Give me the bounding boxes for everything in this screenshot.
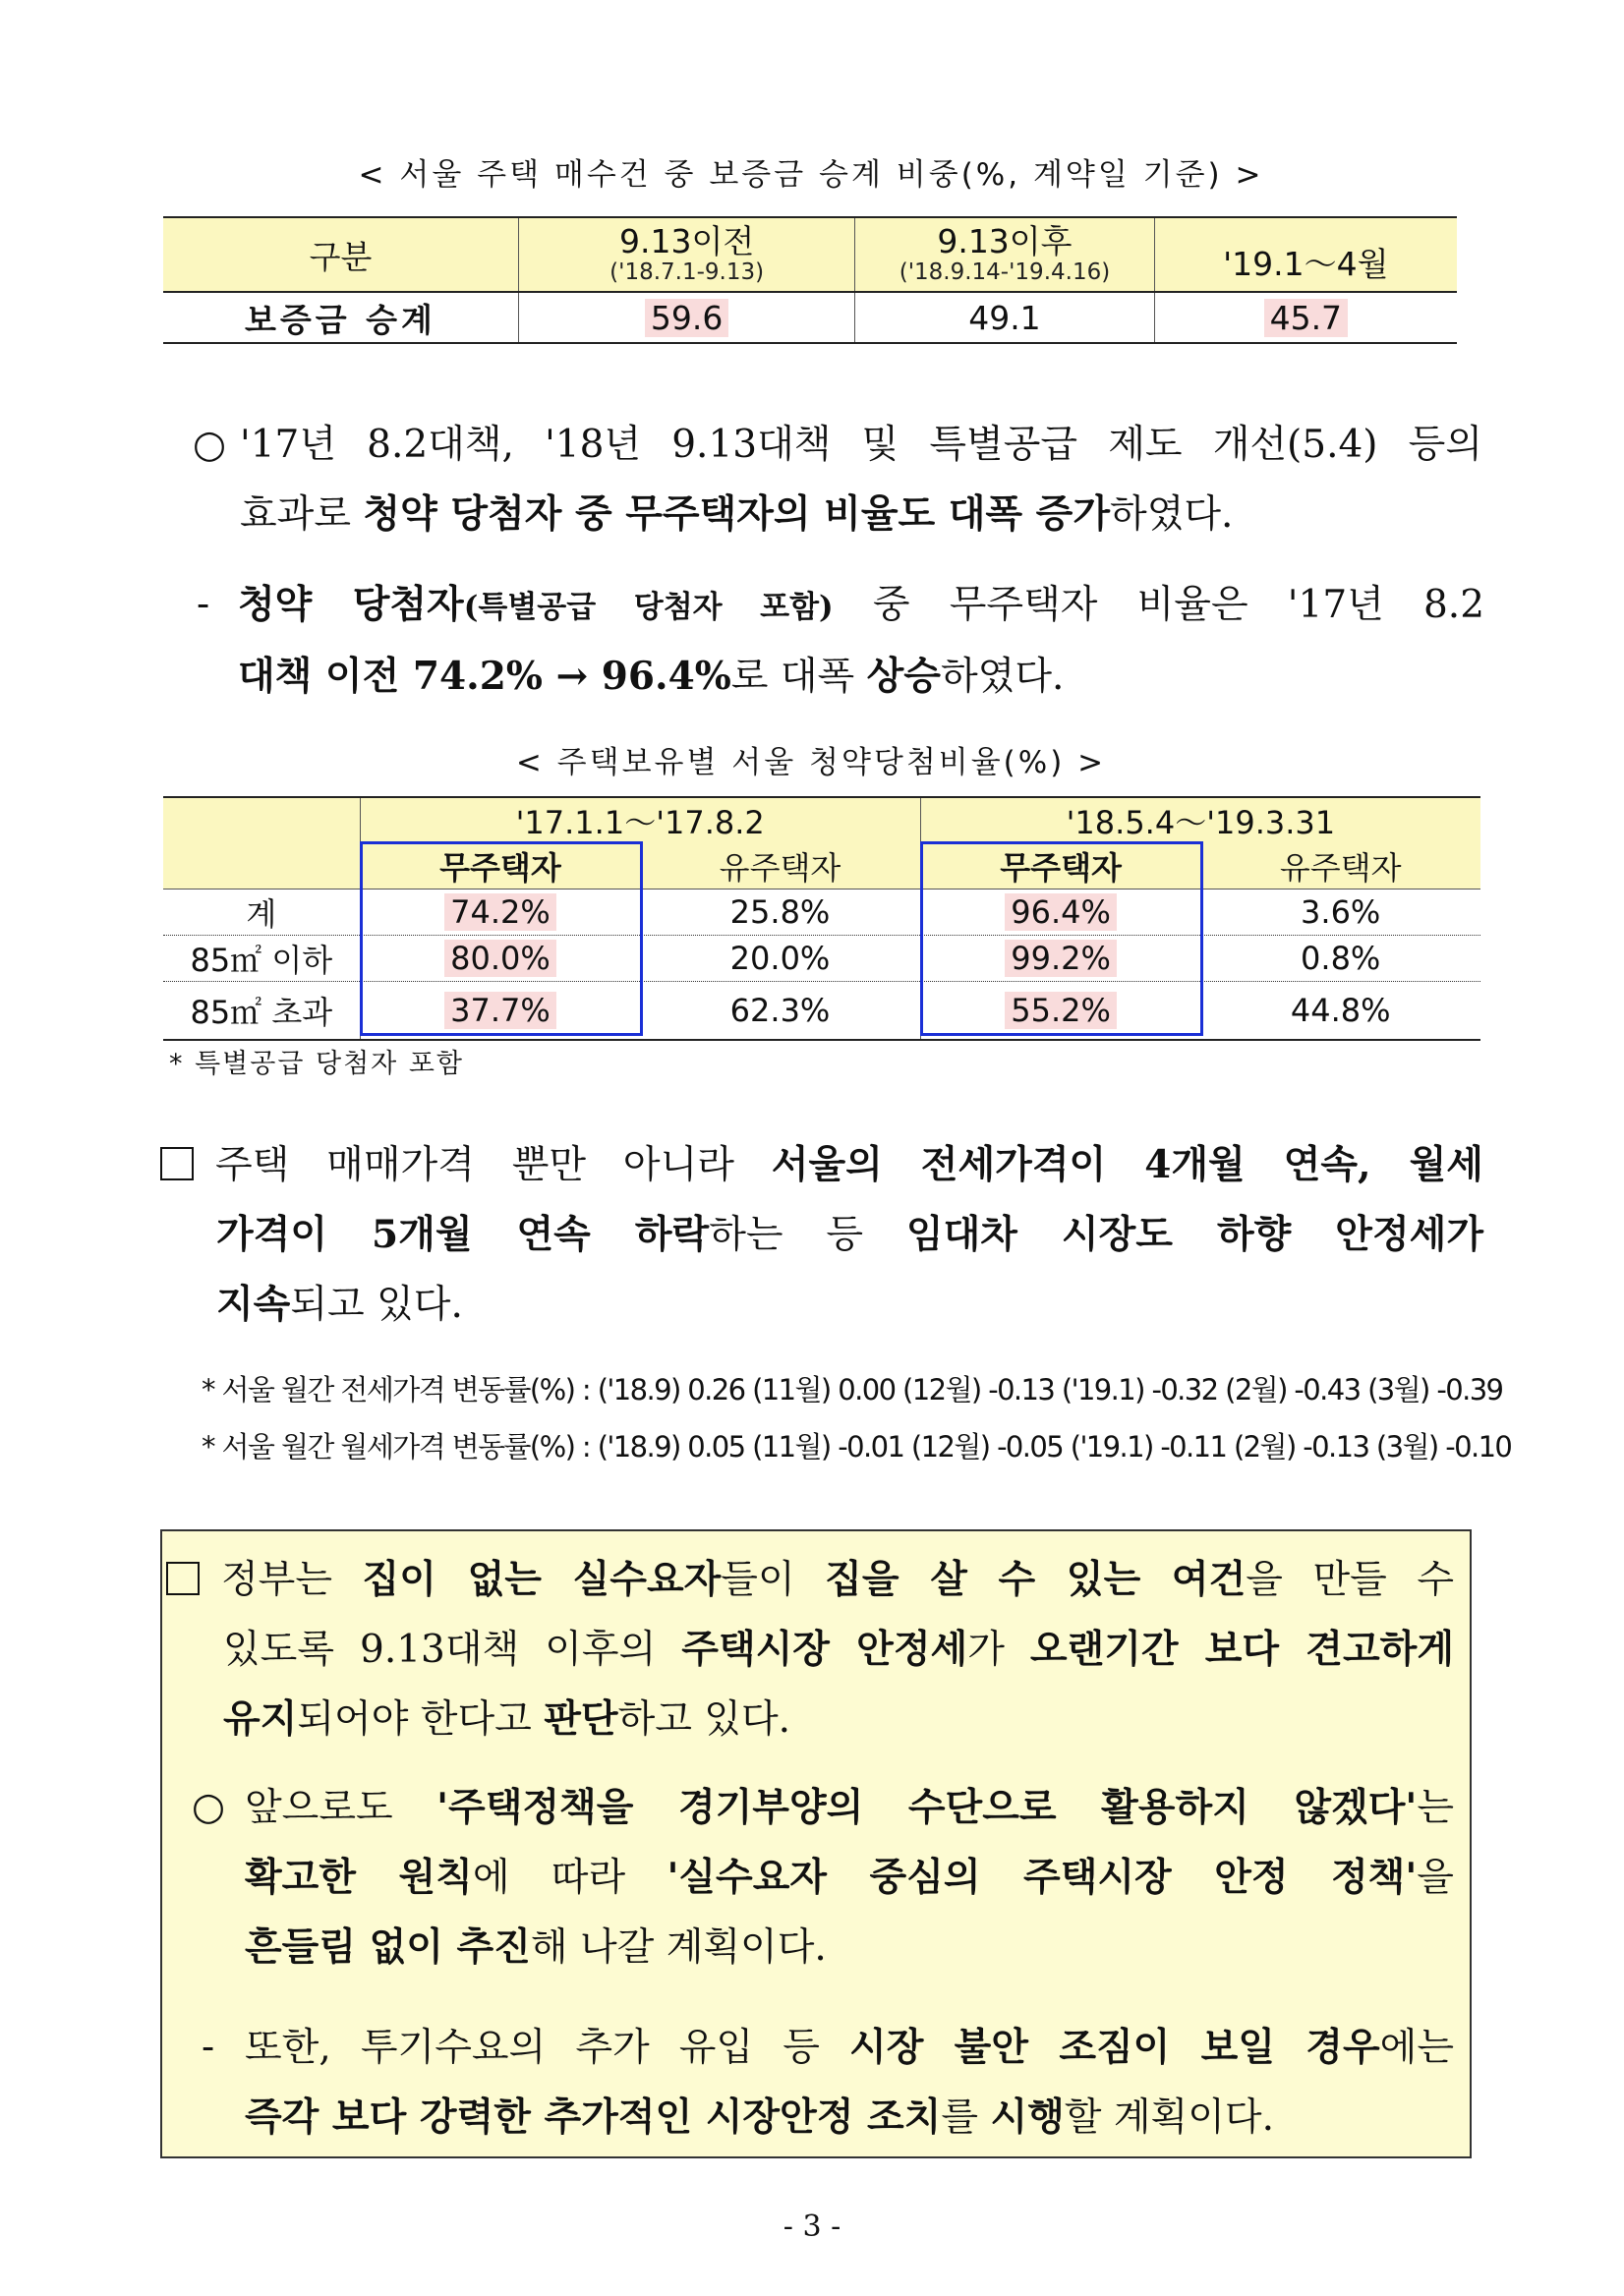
col-header: 무주택자 — [920, 843, 1200, 890]
dash: - — [197, 582, 210, 626]
policy-box — [160, 1529, 1472, 2158]
table-cell: 20.0% — [640, 936, 920, 982]
table-cell: 62.3% — [640, 982, 920, 1041]
box-paragraph-1: 정부는 집이 없는 실수요자들이 집을 살 수 있는 여건을 만들 수 있도록 9.13대책 이후의 주택시장 안정세가 오랜기간 보다 견고하게 유지되어야 한다고 판단하고 있다. — [166, 1545, 1454, 1754]
deposit-table — [163, 216, 1457, 344]
table-cell: 49.1 — [855, 292, 1154, 343]
paragraph-2: - 청약 당첨자(특별공급 당첨자 포함) 중 무주택자 비율은 '17년 8.2 대책 이전 74.2% → 96.4%로 대폭 상승하였다. — [197, 570, 1484, 712]
box-paragraph-3: - 또한, 투기수요의 추가 유입 등 시장 불안 조짐이 보일 경우에는 즉각 보다 강력한 추가적인 시장안정 조치를 시행할 계획이다. — [202, 2013, 1454, 2152]
checkbox-square-icon — [160, 1147, 194, 1180]
table1-caption: < 서울 주택 매수건 중 보증금 승계 비중(%, 계약일 기준) > — [358, 157, 1264, 193]
bullet: ○ — [193, 423, 227, 467]
table-cell: 99.2% — [920, 936, 1200, 982]
table2-footnote: * 특별공급 당첨자 포함 — [169, 1049, 464, 1079]
checkbox-square-icon — [166, 1562, 200, 1595]
period-header: '17.1.1～'17.8.2 — [360, 797, 920, 843]
table-cell: 45.7 — [1154, 292, 1457, 343]
highlight-frame — [920, 841, 1203, 1036]
box-paragraph-2: ○ 앞으로도 '주택정책을 경기부양의 수단으로 활용하지 않겠다'는 확고한 원칙에 따라 '실수요자 중심의 주택시장 안정 정책'을 흔들림 없이 추진해 나갈 계획이다. — [192, 1773, 1454, 1982]
note-1: * 서울 월간 전세가격 변동률(%) : ('18.9) 0.26 (11월) 0.00 (12월) -0.13 ('19.1) -0.32 (2월) -0.43 (3월) -0.39 — [202, 1373, 1503, 1406]
period-header: '18.5.4～'19.3.31 — [920, 797, 1480, 843]
corner-cell — [163, 797, 360, 890]
row-label: 보증금 승계 — [163, 292, 519, 343]
table-cell: 74.2% — [360, 890, 640, 936]
col-header: 유주택자 — [640, 843, 920, 890]
dash: - — [202, 2025, 215, 2069]
table-cell: 25.8% — [640, 890, 920, 936]
table-cell: 0.8% — [1200, 936, 1480, 982]
note-2: * 서울 월간 월세가격 변동률(%) : ('18.9) 0.05 (11월) -0.01 (12월) -0.05 ('19.1) -0.11 (2월) -0.13 (3월) -0.10 — [202, 1430, 1512, 1464]
table-cell: 80.0% — [360, 936, 640, 982]
paragraph-3: 주택 매매가격 뿐만 아니라 서울의 전세가격이 4개월 연속, 월세 가격이 5개월 연속 하락하는 등 임대차 시장도 하향 안정세가 지속되고 있다. — [160, 1130, 1483, 1340]
row-label: 85㎡ 이하 — [163, 936, 360, 982]
header-cell: 9.13이전 ('18.7.1-9.13) — [519, 217, 855, 292]
col-header: 유주택자 — [1200, 843, 1480, 890]
paragraph-1: ○ '17년 8.2대책, '18년 9.13대책 및 특별공급 제도 개선(5.4) 등의 효과로 청약 당첨자 중 무주택자의 비율도 대폭 증가하였다. — [193, 411, 1482, 549]
table-cell: 3.6% — [1301, 893, 1381, 931]
table-cell: 59.6 — [519, 292, 855, 343]
table-cell: 96.4% — [920, 890, 1200, 936]
table-cell: 37.7% — [360, 982, 640, 1041]
table2-caption: < 주택보유별 서울 청약당첨비율(%) > — [515, 745, 1107, 780]
page-number: - 3 - — [783, 2210, 841, 2244]
table-cell: 55.2% — [920, 982, 1200, 1041]
bullet: ○ — [192, 1785, 226, 1829]
row-label: 계 — [163, 890, 360, 936]
table-cell: 44.8% — [1200, 982, 1480, 1041]
col-header: 무주택자 — [360, 843, 640, 890]
header-cell: 9.13이후 ('18.9.14-'19.4.16) — [855, 217, 1154, 292]
highlight-frame — [360, 841, 643, 1036]
header-cell: 구분 — [163, 217, 519, 292]
header-cell: '19.1～4월 — [1154, 217, 1457, 292]
p1-line1: '17년 8.2대책, '18년 9.13대책 및 특별공급 제도 개선(5.4) 등의 — [240, 423, 1482, 467]
row-label: 85㎡ 초과 — [163, 982, 360, 1041]
